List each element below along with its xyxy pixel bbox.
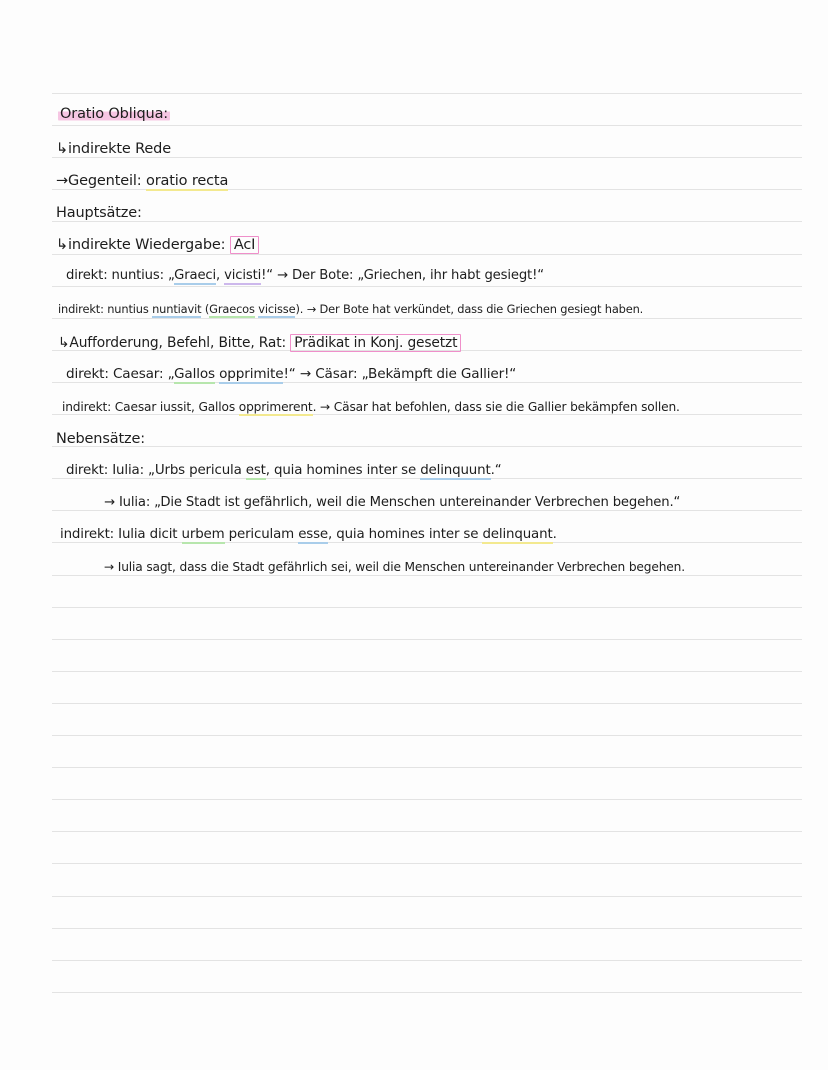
note-text: ↳indirekte Rede (56, 141, 171, 157)
note-text: direkt: Iulia: „Urbs pericula (66, 463, 246, 478)
note-text: → Iulia: „Die Stadt ist gefährlich, weil die Menschen untereinander Verbrechen begehen.“ (104, 495, 681, 510)
underlined-term: oratio recta (145, 173, 229, 189)
note-text: , quia homines inter se (328, 527, 483, 542)
example-direkt-iulia (66, 461, 502, 481)
note-text: indirekt: Caesar iussit, Gallos (62, 400, 239, 414)
underlined-term: Graeci (174, 268, 217, 283)
example-direkt-nuntius (66, 266, 544, 286)
note-text: ↳Aufforderung, Befehl, Bitte, Rat: (58, 335, 291, 351)
underlined-term: vicisse (258, 302, 296, 316)
heading-hauptsaetze (56, 203, 142, 223)
example-indirekt-iulia (60, 525, 557, 545)
line-indirekte-rede (56, 139, 171, 159)
line-indirekte-wiedergabe (56, 235, 259, 255)
note-text: , quia homines inter se (265, 463, 421, 478)
note-text: ↳indirekte Wiedergabe: (56, 237, 230, 253)
underlined-term: delinquunt (420, 463, 491, 478)
note-text: →Gegenteil: (56, 173, 146, 189)
note-text: direkt: nuntius: „ (66, 268, 175, 283)
note-text: direkt: Caesar: „ (66, 366, 175, 382)
underlined-term: est (245, 463, 266, 478)
underlined-term: esse (298, 527, 329, 542)
underlined-term: urbem (181, 527, 225, 542)
underlined-term: opprimerent (238, 400, 313, 414)
example-indirekt-nuntius (58, 299, 643, 319)
example-direkt-caesar (66, 364, 516, 384)
note-text: . → Cäsar hat befohlen, dass sie die Gallier bekämpfen sollen. (312, 400, 680, 414)
underlined-term: Gallos (174, 366, 215, 382)
line-aufforderung (58, 333, 461, 353)
note-text: periculam (224, 527, 299, 542)
underlined-term: opprimite (219, 366, 284, 382)
note-text: .“ (490, 463, 502, 478)
note-text: indirekt: Iulia dicit (60, 527, 182, 542)
note-text: indirekt: nuntius (58, 302, 153, 316)
underlined-term: Graecos (209, 302, 255, 316)
note-text: ( (201, 302, 210, 316)
translation-indirekt-iulia (104, 557, 685, 577)
underlined-term: delinquant (482, 527, 553, 542)
note-text: → Iulia sagt, dass die Stadt gefährlich sei, weil die Menschen untereinander Verbrechen begehen. (104, 560, 685, 574)
note-text: , (216, 268, 225, 283)
underlined-term: nuntiavit (152, 302, 202, 316)
title-highlight: Oratio Obliqua: (60, 106, 169, 122)
note-text: . (552, 527, 557, 542)
underlined-term: vicisti (224, 268, 262, 283)
page-title (58, 104, 170, 124)
note-text: Nebensätze: (56, 431, 145, 447)
heading-nebensaetze (56, 429, 145, 449)
boxed-term: AcI (230, 236, 259, 254)
note-text: !“ → Der Bote: „Griechen, ihr habt gesiegt!“ (261, 268, 544, 283)
example-indirekt-caesar (62, 397, 680, 417)
note-text: ). → Der Bote hat verkündet, dass die Griechen gesiegt haben. (295, 302, 644, 316)
translation-direkt-iulia (104, 493, 680, 513)
line-gegenteil (56, 171, 228, 191)
note-text: Hauptsätze: (56, 205, 142, 221)
boxed-term: Prädikat in Konj. gesetzt (290, 334, 461, 352)
note-text: !“ → Cäsar: „Bekämpft die Gallier!“ (283, 366, 517, 382)
